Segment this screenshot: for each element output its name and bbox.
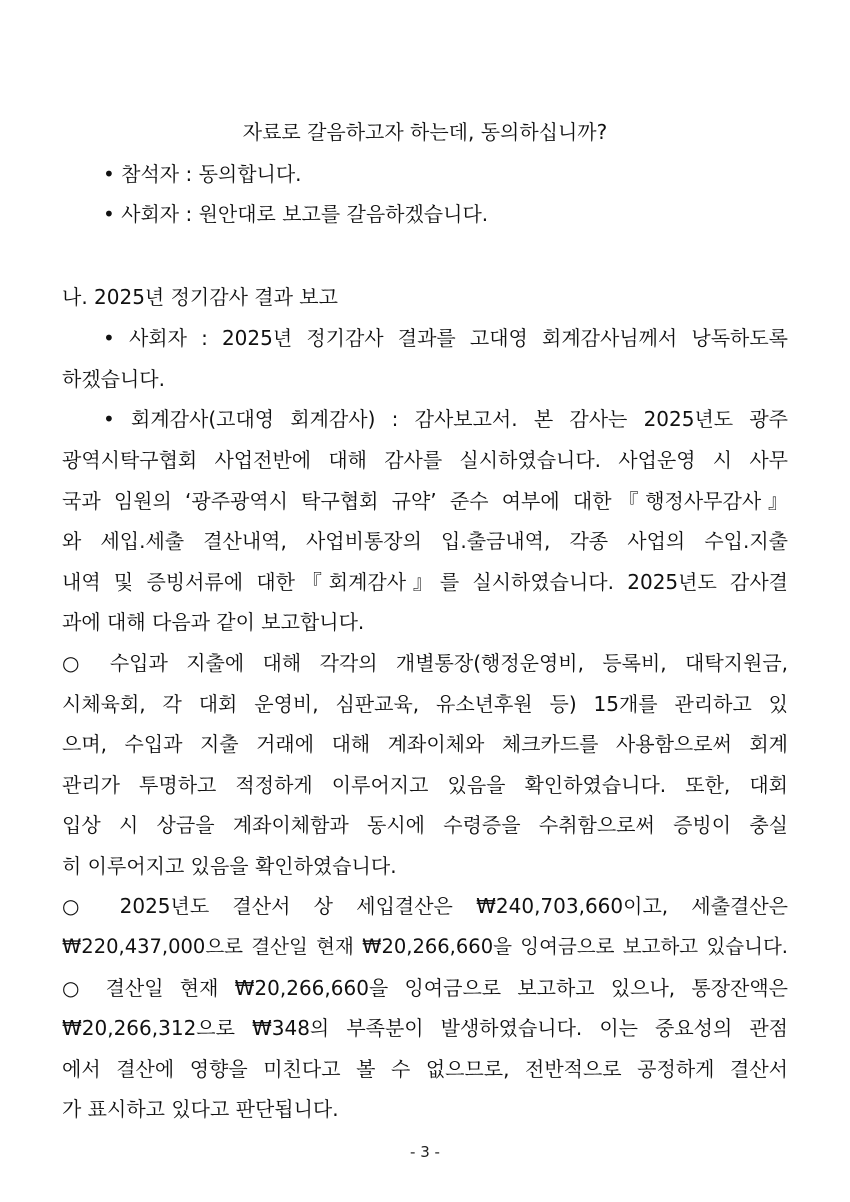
moderator-response: • 사회자 : 원안대로 보고를 갈음하겠습니다. (103, 202, 489, 226)
paragraph-line: 으며, 수입과 지출 거래에 대해 계좌이체와 체크카드를 사용함으로써 회계 (62, 732, 788, 756)
paragraph-line: 입상 시 상금을 계좌이체함과 동시에 수령증을 수취함으로써 증빙이 충실 (62, 813, 788, 837)
bullet-item-accounts: ○ 수입과 지출에 대해 각각의 개별통장(행정운영비, 등록비, 대탁지원금, (62, 651, 788, 675)
bullet-item-settlement: ○ 2025년도 결산서 상 세입결산은 ₩240,703,660이고, 세출결산은 (62, 894, 788, 918)
bullet-item-balance: ○ 결산일 현재 ₩20,266,660을 잉여금으로 보고하고 있으나, 통장잔액은 (62, 976, 788, 1000)
paragraph-line: 와 세입.세출 결산내역, 사업비통장의 입.출금내역, 각종 사업의 수입.지출 (62, 529, 788, 553)
paragraph-line: 과에 대해 다음과 같이 보고합니다. (62, 610, 365, 634)
paragraph-line: 국과 임원의 ‘광주광역시 탁구협회 규약’ 준수 여부에 대한『행정사무감사』 (62, 489, 788, 513)
attendee-response: • 참석자 : 동의합니다. (103, 162, 302, 186)
paragraph-line: 에서 결산에 영향을 미친다고 볼 수 없으므로, 전반적으로 공정하게 결산서 (62, 1057, 788, 1081)
question-line: 자료로 갈음하고자 하는데, 동의하십니까? (242, 120, 608, 144)
moderator-announcement: • 사회자 : 2025년 정기감사 결과를 고대영 회계감사님께서 낭독하도록 (103, 326, 788, 350)
paragraph-line: ₩220,437,000으로 결산일 현재 ₩20,266,660을 잉여금으로 보고하고 있습니다. (62, 935, 788, 958)
paragraph-line: 히 이루어지고 있음을 확인하였습니다. (62, 854, 397, 878)
paragraph-line: 시체육회, 각 대회 운영비, 심판교육, 유소년후원 등) 15개를 관리하고 있 (62, 692, 788, 716)
section-heading: 나. 2025년 정기감사 결과 보고 (62, 285, 338, 309)
paragraph-line: 관리가 투명하고 적정하게 이루어지고 있음을 확인하였습니다. 또한, 대회 (62, 773, 788, 797)
paragraph-line: 내역 및 증빙서류에 대한『회계감사』를 실시하였습니다. 2025년도 감사결 (62, 570, 788, 594)
paragraph-line: 가 표시하고 있다고 판단됩니다. (62, 1097, 339, 1121)
paragraph-line: 광역시탁구협회 사업전반에 대해 감사를 실시하였습니다. 사업운영 시 사무 (62, 448, 788, 472)
paragraph-line: 하겠습니다. (62, 367, 165, 391)
paragraph-line: ₩20,266,312으로 ₩348의 부족분이 발생하였습니다. 이는 중요성의 관점 (62, 1016, 788, 1040)
audit-report-intro: • 회계감사(고대영 회계감사) : 감사보고서. 본 감사는 2025년도 광주 (103, 407, 788, 431)
page-number: - 3 - (410, 1143, 440, 1161)
